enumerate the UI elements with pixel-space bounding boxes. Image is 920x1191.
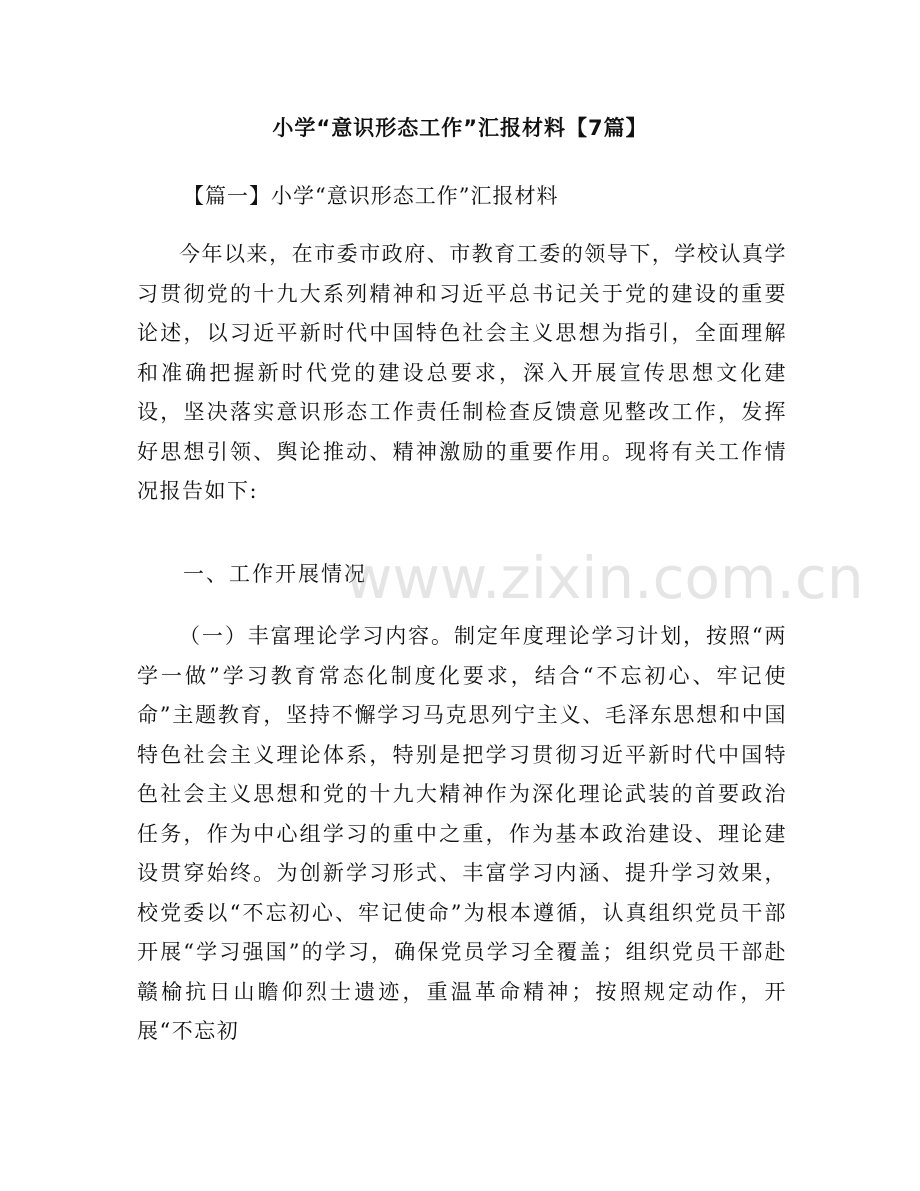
watermark: www.zixin.com.cn [345,544,864,612]
item1-paragraph: （一）丰富理论学习内容。制定年度理论学习计划，按照“两学一做”学习教育常态化制度化要求，结合“不忘初心、牢记使命”主题教育，坚持不懈学习马克思列宁主义、毛泽东思想和中国特色社会主义理论体系，特别是把学习贯彻习近平新时代中国特色社会主义思想和党的十九大精神作为深化理论武装的首要政治任务，作为中心组学习的重中之重，作为基本政治建设、理论建设贯穿始终。为创新学习形式、丰富学习内涵、提升学习效果，校党委以“不忘初心、牢记使命”为根本遵循，认真组织党员干部开展“学习强国”的学习，确保党员学习全覆盖；组织党员干部赴赣榆抗日山瞻仰烈士遗迹，重温革命精神；按照规定动作，开展“不忘初 [137,624,787,1043]
document-title: 小学“意识形态工作”汇报材料【7篇】 [272,116,648,140]
sub-heading: 一、工作开展情况 [183,562,367,586]
intro-paragraph: 今年以来，在市委市政府、市教育工委的领导下，学校认真学习贯彻党的十九大系列精神和习近平总书记关于党的建设的重要论述，以习近平新时代中国特色社会主义思想为指引，全面理解和准确把握新时代党的建设总要求，深入开展宣传思想文化建设，坚决落实意识形态工作责任制检查反馈意见整改工作，发挥好思想引领、舆论推动、精神激励的重要作用。现将有关工作情况报告如下: [137,242,787,503]
section-heading: 【篇一】小学“意识形态工作”汇报材料 [183,184,559,208]
